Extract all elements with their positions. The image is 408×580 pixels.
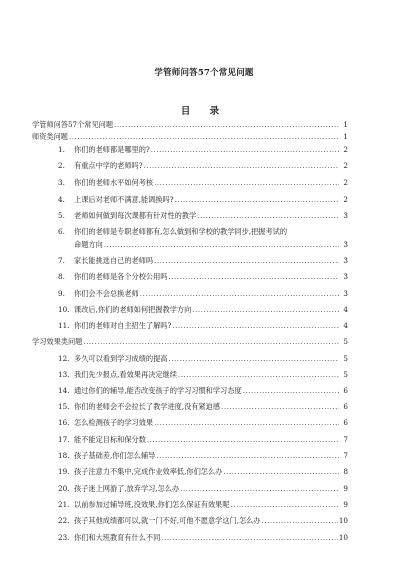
toc-item-number: 14. — [58, 386, 70, 395]
toc-entry-text: 上课后对老师不满意,能调换吗? — [74, 195, 174, 204]
toc-entry-text: 你们的老师水平如何考核 — [74, 178, 154, 187]
toc-entry-text: 多久可以看到学习成绩的提高 — [74, 354, 168, 363]
toc-page-number: 9 — [343, 484, 348, 493]
toc-item-number: 7. — [58, 256, 65, 265]
toc-entry-text: 有重点中学的老师吗? — [74, 161, 143, 170]
toc-entry-text: 课改后,你们的老师如何把握教学方向 — [74, 305, 192, 314]
leader-dots — [83, 337, 339, 347]
toc-item-17[interactable] — [58, 435, 348, 445]
toc-page-number: 1 — [343, 132, 348, 141]
toc-page-number: 10 — [338, 516, 348, 525]
toc-item-number: 4. — [58, 195, 65, 204]
toc-item-number: 8. — [58, 272, 65, 281]
toc-entry-text: 你们的老师会不会拉长了教学进度,没有紧迫感 — [74, 402, 221, 411]
toc-entry-section-teachers[interactable] — [32, 132, 348, 142]
toc-entry-text: 命题方向 — [74, 240, 103, 249]
toc-item-11[interactable] — [58, 321, 348, 331]
leader-dots — [140, 289, 339, 299]
toc-page-number: 10 — [338, 533, 348, 542]
toc-item-4[interactable] — [58, 195, 348, 205]
toc-item-number: 21. — [58, 500, 70, 509]
leader-dots — [144, 161, 339, 171]
leader-dots — [161, 533, 338, 543]
toc-entry-text: 你们的老师是专职老师都有,怎么做到和学校的教学同步,把握考试的 — [74, 227, 288, 236]
toc-item-1[interactable] — [58, 145, 348, 155]
toc-item-number: 10. — [58, 305, 70, 314]
toc-item-10[interactable] — [58, 305, 348, 315]
toc-item-7[interactable] — [58, 256, 348, 266]
toc-page-number: 2 — [343, 178, 348, 187]
toc-item-20[interactable] — [58, 484, 348, 494]
toc-entry-text: 通过你们的辅导,能否改变孩子的学习习惯和学习态度 — [74, 386, 242, 395]
toc-entry-text: 你们的老师对自主招生了解吗? — [74, 321, 172, 330]
leader-dots — [178, 370, 339, 380]
toc-item-number: 1. — [58, 145, 65, 154]
toc-page-number: 6 — [343, 402, 348, 411]
toc-item-9[interactable] — [58, 289, 348, 299]
toc-entry-text: 你们会不会总换老师 — [74, 289, 139, 298]
toc-page-number: 6 — [343, 386, 348, 395]
toc-item-3[interactable] — [58, 178, 348, 188]
toc-item-23[interactable] — [58, 533, 348, 543]
toc-item-14[interactable] — [58, 386, 348, 396]
toc-entry-text: 孩子迷上网游了,放弃学习,怎么办 — [74, 484, 180, 493]
leader-dots — [168, 354, 339, 364]
toc-page-number: 3 — [343, 272, 348, 281]
toc-item-2[interactable] — [58, 161, 348, 171]
toc-item-22[interactable] — [58, 516, 348, 526]
toc-page-number: 7 — [343, 435, 348, 444]
leader-dots — [243, 386, 339, 396]
toc-entry-text: 我们先少报点,看效果再决定继续 — [74, 370, 177, 379]
toc-page-number: 3 — [343, 211, 348, 220]
leader-dots — [192, 305, 339, 315]
toc-page-number: 5 — [343, 337, 348, 346]
toc-entry-text: 孩子基础差,你们怎么辅导 — [74, 451, 156, 460]
toc-page-number: 4 — [343, 321, 348, 330]
leader-dots — [223, 467, 339, 477]
toc-item-12[interactable] — [58, 354, 348, 364]
toc-item-18[interactable] — [58, 451, 348, 461]
leader-dots — [147, 435, 339, 445]
toc-page-number: 1 — [343, 120, 348, 129]
toc-entry-main[interactable] — [32, 120, 348, 130]
toc-entry-text: 你们的老师都是哪里的? — [74, 145, 150, 154]
leader-dots — [154, 256, 339, 266]
toc-page-number: 9 — [343, 500, 348, 509]
toc-item-15[interactable] — [58, 402, 348, 412]
toc-entry-text: 家长能挑选自己的老师吗 — [74, 256, 154, 265]
toc-entry-text: 孩子注意力不集中,完成作业效率低,你们怎么办 — [74, 467, 223, 476]
toc-entry-text: 怎么检测孩子的学习效果 — [74, 418, 154, 427]
leader-dots — [175, 195, 339, 205]
toc-page-number: 2 — [343, 161, 348, 170]
toc-entry-text: 你们的老师是各个分校公用吗 — [74, 272, 168, 281]
toc-page-number: 5 — [343, 370, 348, 379]
toc-item-6[interactable] — [58, 227, 348, 237]
toc-item-number: 18. — [58, 451, 70, 460]
toc-item-number: 3. — [58, 178, 65, 187]
toc-item-number: 15. — [58, 402, 70, 411]
toc-page-number: 2 — [343, 195, 348, 204]
toc-page-number: 3 — [343, 240, 348, 249]
toc-item-8[interactable] — [58, 272, 348, 282]
leader-dots — [69, 132, 339, 142]
toc-item-number: 11. — [58, 321, 70, 330]
leader-dots — [154, 178, 339, 188]
toc-item-number: 20. — [58, 484, 70, 493]
toc-item-number: 12. — [58, 354, 70, 363]
toc-item-number: 6. — [58, 227, 65, 236]
toc-entry-text: 老师如何做到每次课都有针对性的教学 — [74, 211, 197, 220]
leader-dots — [104, 240, 339, 250]
toc-item-number: 17. — [58, 435, 70, 444]
toc-item-6-continuation[interactable] — [74, 240, 348, 250]
toc-item-number: 9. — [58, 289, 65, 298]
toc-item-21[interactable] — [58, 500, 348, 510]
toc-page-number: 8 — [343, 467, 348, 476]
toc-item-number: 23. — [58, 533, 70, 542]
toc-item-number: 13. — [58, 370, 70, 379]
leader-dots — [168, 272, 339, 282]
toc-item-number: 22. — [58, 516, 70, 525]
toc-page-number: 2 — [343, 145, 348, 154]
toc-entry-text: 能不能定目标和保分数 — [74, 435, 146, 444]
toc-item-number: 19. — [58, 467, 70, 476]
toc-page-number: 7 — [343, 451, 348, 460]
leader-dots — [151, 145, 339, 155]
toc-item-number: 16. — [58, 418, 70, 427]
toc-heading: 目 录 — [180, 106, 228, 117]
toc-item-13[interactable] — [58, 370, 348, 380]
toc-page-number: 3 — [343, 256, 348, 265]
toc-page-number: 4 — [343, 305, 348, 314]
toc-item-number: 5. — [58, 211, 65, 220]
leader-dots — [154, 418, 339, 428]
leader-dots — [180, 484, 339, 494]
toc-item-number: 2. — [58, 161, 65, 170]
toc-entry-text: 你们和大班教育有什么不同 — [74, 533, 161, 542]
toc-item-16[interactable] — [58, 418, 348, 428]
leader-dots — [231, 500, 339, 510]
toc-entry-text: 学习效果类问题 — [32, 337, 83, 346]
toc-page-number: 5 — [343, 354, 348, 363]
document-title: 学管师问答57个常见问题 — [154, 68, 254, 78]
toc-entry-text: 以前参加过辅导班,没效果,你们怎么保证有效果呢 — [74, 500, 230, 509]
leader-dots — [197, 211, 339, 221]
toc-page-number: 3 — [343, 289, 348, 298]
toc-entry-text: 孩子其他成绩都可以,就一门不好,可他不愿意学这门,怎么办 — [74, 516, 261, 525]
leader-dots — [172, 321, 339, 331]
toc-entry-text: 学管师问答57个常见问题 — [32, 120, 114, 129]
toc-entry-section-learning-results[interactable] — [32, 337, 348, 347]
toc-item-19[interactable] — [58, 467, 348, 477]
leader-dots — [262, 516, 338, 526]
toc-entry-text: 师资类问题 — [32, 132, 68, 141]
leader-dots — [221, 402, 339, 412]
leader-dots — [114, 120, 339, 130]
toc-item-5[interactable] — [58, 211, 348, 221]
toc-page-number: 6 — [343, 418, 348, 427]
leader-dots — [156, 451, 339, 461]
